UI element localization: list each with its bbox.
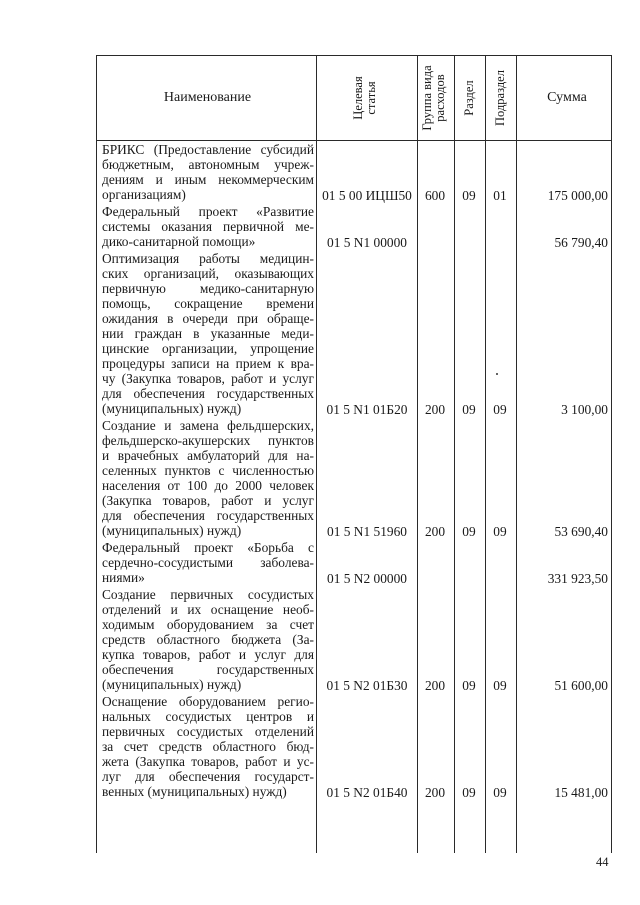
row-target-code: 01 5 N1 51960: [327, 524, 407, 539]
row-name-line: организациям): [102, 187, 186, 202]
row-target-code: 01 5 N2 01Б40: [326, 785, 408, 800]
row-sum: 51 600,00: [554, 678, 608, 693]
row-name-line: средств областного бюджета (За-: [102, 632, 314, 647]
row-name-line: системы оказания первичной ме-: [102, 219, 314, 234]
row-name-line: бюджетным, автономным учреж-: [102, 157, 314, 172]
row-subsection: 09: [493, 402, 507, 417]
table-left-border: [96, 55, 97, 853]
row-name-line: ских организаций, оказывающих: [102, 266, 314, 281]
row-target-code: 01 5 N2 00000: [327, 571, 407, 586]
header-target-line-2: статья: [364, 81, 378, 115]
header-expense-group: [421, 58, 451, 138]
header-group-line-1: Группа вида: [420, 65, 434, 131]
header-target-line-1: Целевая: [351, 76, 365, 120]
row-expense-group: 200: [424, 785, 446, 800]
row-expense-group: 200: [424, 402, 446, 417]
row-target-code: 01 5 N1 00000: [327, 235, 407, 250]
row-name: [102, 540, 314, 585]
row-subsection: 09: [493, 678, 507, 693]
stray-mark: [496, 373, 498, 375]
row-name-line: (Закупка товаров, работ и услуг: [102, 493, 314, 508]
row-name-line: БРИКС (Предоставление субсидий: [102, 142, 314, 157]
header-target-article: [352, 58, 382, 138]
row-name-line: помощь, сокращение времени: [102, 296, 314, 311]
row-sum: 175 000,00: [547, 188, 608, 203]
header-bottom-border: [96, 140, 612, 141]
row-name-line: процедуры записи на прием к вра-: [102, 356, 314, 371]
row-name-line: населения от 100 до 2000 человек: [102, 478, 314, 493]
row-name-line: Оснащение оборудованием регио-: [102, 694, 314, 709]
row-name-line: луг для обеспечения государст-: [102, 769, 314, 784]
row-sum: 15 481,00: [554, 785, 608, 800]
header-name: Наименование: [163, 90, 252, 105]
row-name-line: дико-санитарной помощи»: [102, 234, 256, 249]
row-name-line: (муниципальных) нужд): [102, 677, 242, 692]
row-name-line: для обеспечения государственных: [102, 386, 314, 401]
row-subsection: 09: [493, 785, 507, 800]
row-target-code: 01 5 N1 01Б20: [326, 402, 408, 417]
row-name-line: фельдшерско-акушерских пунктов: [102, 433, 314, 448]
row-name-line: венных (муниципальных) нужд): [102, 784, 287, 799]
row-name: [102, 587, 314, 692]
row-name-line: жета (Закупка товаров, работ и ус-: [102, 754, 314, 769]
header-sum: Сумма: [547, 90, 587, 105]
row-name-line: дениям и иным некоммерческим: [102, 172, 314, 187]
row-name-line: сердечно-сосудистыми заболева-: [102, 555, 314, 570]
row-name-line: чу (Закупка товаров, работ и услуг: [102, 371, 314, 386]
column-divider-2: [417, 55, 418, 853]
row-section: 09: [462, 524, 476, 539]
row-name-line: нии граждан в указанные меди-: [102, 326, 314, 341]
row-name-line: купка товаров, работ и услуг для: [102, 647, 314, 662]
row-name-line: (муниципальных) нужд): [102, 523, 242, 538]
row-sum: 53 690,40: [554, 524, 608, 539]
row-name: [102, 251, 314, 416]
row-name-line: ожидания в очереди при обраще-: [102, 311, 314, 326]
row-subsection: 01: [493, 188, 507, 203]
table-top-border: [96, 55, 612, 56]
row-expense-group: 200: [424, 678, 446, 693]
row-name-line: нальных сосудистых центров и: [102, 709, 314, 724]
row-name-line: для обеспечения государственных: [102, 508, 314, 523]
header-group-line-2: расходов: [433, 74, 447, 122]
row-name-line: цинские организации, упрощение: [102, 341, 314, 356]
row-name: [102, 204, 314, 249]
row-sum: 331 923,50: [547, 571, 608, 586]
row-section: 09: [462, 188, 476, 203]
row-name: [102, 694, 314, 799]
row-name-line: Оптимизация работы медицин-: [102, 251, 314, 266]
row-section: 09: [462, 678, 476, 693]
page-number: 44: [596, 855, 609, 869]
row-name-line: первичных сосудистых отделений: [102, 724, 314, 739]
row-name-line: Федеральный проект «Борьба с: [102, 540, 314, 555]
column-divider-3: [454, 55, 455, 853]
row-sum: 56 790,40: [554, 235, 608, 250]
row-name-line: отделений и их оснащение необ-: [102, 602, 314, 617]
table-right-border: [611, 55, 612, 853]
row-sum: 3 100,00: [561, 402, 608, 417]
row-name-line: Федеральный проект «Развитие: [102, 204, 314, 219]
column-divider-4: [485, 55, 486, 853]
row-target-code: 01 5 00 ИЦШ50: [322, 188, 412, 203]
row-expense-group: 200: [424, 524, 446, 539]
row-name: [102, 418, 314, 538]
row-name: [102, 142, 314, 202]
column-divider-1: [316, 55, 317, 853]
row-subsection: 09: [493, 524, 507, 539]
row-name-line: (муниципальных) нужд): [102, 401, 242, 416]
row-name-line: первичную медико-санитарную: [102, 281, 314, 296]
row-name-line: Создание первичных сосудистых: [102, 587, 314, 602]
row-name-line: Создание и замена фельдшерских,: [102, 418, 314, 433]
column-divider-5: [516, 55, 517, 853]
row-name-line: и врачебных амбулаторий для на-: [102, 448, 314, 463]
row-name-line: ниями»: [102, 570, 145, 585]
row-target-code: 01 5 N2 01Б30: [326, 678, 408, 693]
row-name-line: селенных пунктов с численностью: [102, 463, 314, 478]
row-name-line: ходимым оборудованием за счет: [102, 617, 314, 632]
row-section: 09: [462, 402, 476, 417]
row-expense-group: 600: [424, 188, 446, 203]
row-name-line: за счет средств областного бюд-: [102, 739, 314, 754]
header-subsection: Подраздел: [493, 70, 507, 126]
header-section: Раздел: [462, 80, 476, 116]
row-section: 09: [462, 785, 476, 800]
row-name-line: обеспечения государственных: [102, 662, 314, 677]
